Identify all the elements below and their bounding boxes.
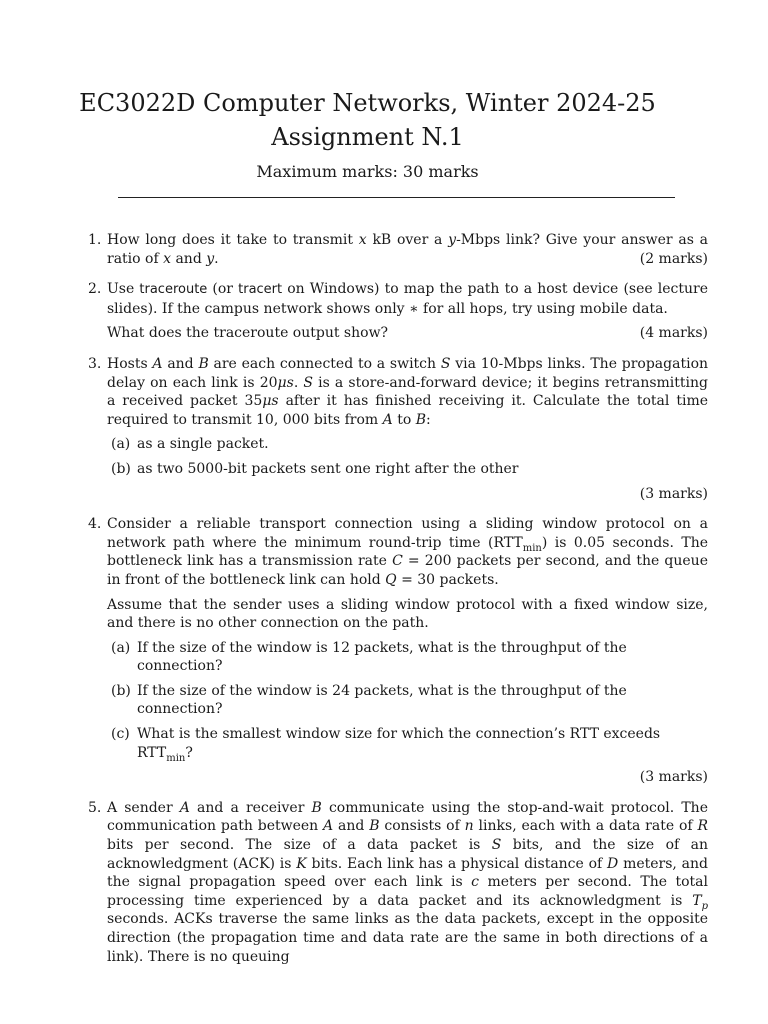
question-text: Consider a reliable transport connection using a sliding window protocol on a network path where the minimum round-trip time $(RTT_{min})$ is 0.05 seconds. The bottleneck link has a transmission rate C = 200 packets per second, and the queue in front of the bottleneck link can hold Q = 30 packets. — [107, 516, 709, 588]
question-list — [84, 231, 708, 978]
question-marks: (4 marks) — [639, 325, 708, 342]
question-number: 3. — [88, 355, 102, 372]
question-number: 4. — [88, 516, 102, 533]
sub-part-b: (b) as two 5000-bit packets sent one right after the other — [111, 460, 519, 477]
max-marks: Maximum marks: 30 marks — [256, 162, 479, 181]
question-text-2: Assume that the sender uses a sliding window protocol with a fixed window size, and there is no other connection on the path. — [107, 596, 708, 632]
question-number: 1. — [88, 232, 102, 248]
question-text-2: What does the traceroute output show? (4 marks) — [107, 325, 708, 342]
header-divider — [118, 197, 675, 198]
question-marks: (3 marks) — [639, 769, 708, 786]
question-text: A sender A and a receiver B communicate using the stop-and-wait protocol. The communication path between A and B consists of n links, each with a data rate of R bits per second. The size of a data packet is S bits, and the size of an acknowledgment (ACK) is K bits. Each link has a physical distance of D meters, and the signal propagation speed over each link is c meters per second. The total processing time experienced by a data packet and its acknowledgment is $T_p$ seconds. ACKs traverse the same links as the data packets, except in the opposite direction (the propagation time and data rate are the same in both directions of a link). There is no queuing — [107, 799, 708, 965]
sub-part-c: (c) What is the smallest window size for which the connection’s RTT exceeds $RTT_{min}$? — [111, 726, 661, 764]
page-title — [0, 86, 735, 154]
sub-parts — [107, 639, 708, 763]
question-text: Use traceroute (or tracert on Windows) to map the path to a host device (see lecture slides). If the campus network shows only ∗ for all hops, try using mobile data. — [107, 281, 709, 317]
question-number: 5. — [88, 799, 102, 816]
sub-parts — [107, 435, 708, 478]
sub-part-a: (a) If the size of the window is 12 packets, what is the throughput of the connection? — [111, 639, 627, 675]
question-3 — [84, 355, 708, 503]
question-marks: (3 marks) — [639, 485, 708, 502]
title-line-1: EC3022D Computer Networks, Winter 2024-25 — [79, 89, 656, 117]
question-4 — [84, 515, 708, 787]
question-text: Hosts A and B are each connected to a switch S via 10-Mbps links. The propagation delay on each link is 20μs. S is a store-and-forward device; it begins retransmitting a received packet 35μs after it has finished receiving it. Calculate the total time required to transmit 10, 000 bits from A to B: — [107, 355, 709, 428]
question-1 — [84, 231, 708, 268]
question-text: How long does it take to transmit x kB over a y-Mbps link? Give your answer as a ratio of x and y. (2 marks) — [107, 232, 709, 267]
command-traceroute: traceroute — [139, 282, 208, 298]
command-tracert: tracert — [238, 282, 283, 298]
sub-part-b: (b) If the size of the window is 24 packets, what is the throughput of the connection? — [111, 682, 627, 718]
question-5 — [84, 799, 708, 966]
sub-part-a: (a) as a single packet. — [111, 436, 269, 453]
title-line-2: Assignment N.1 — [271, 123, 464, 151]
question-marks: (2 marks) — [639, 250, 708, 267]
question-2 — [84, 280, 708, 343]
question-number: 2. — [88, 281, 102, 298]
